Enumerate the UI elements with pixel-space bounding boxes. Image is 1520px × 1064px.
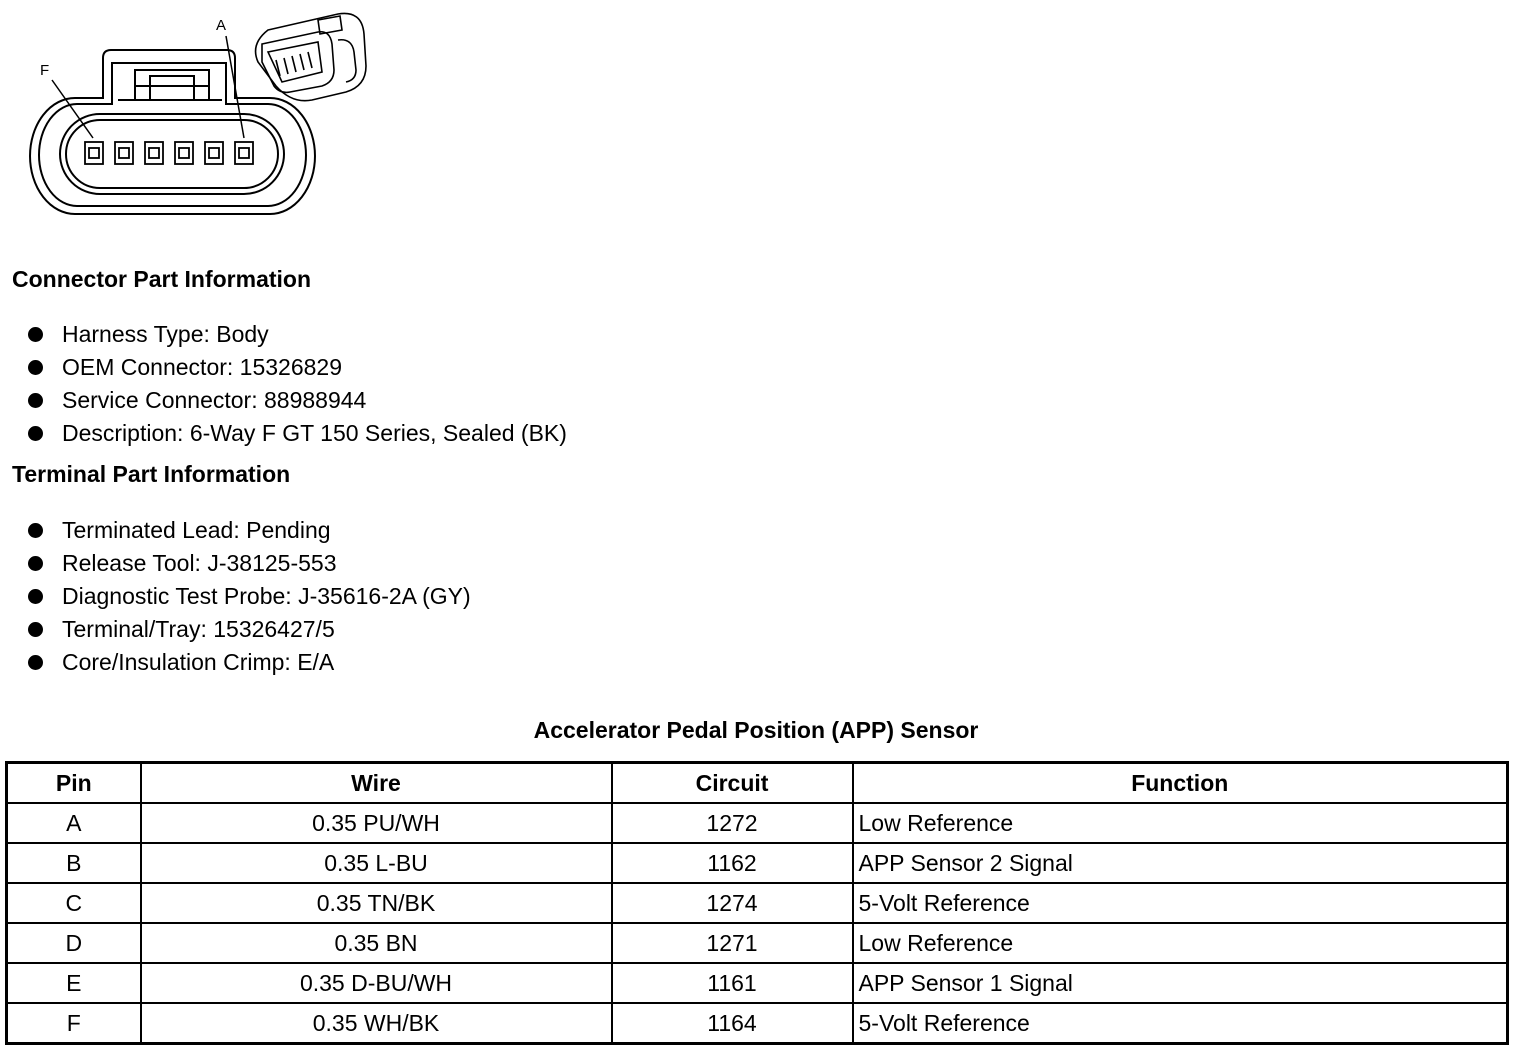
cavity-f — [85, 142, 103, 164]
pin-a-leader-line — [226, 36, 244, 138]
circuit-cell: 1272 — [612, 803, 853, 843]
pin-f-label: F — [40, 62, 50, 79]
list-item: Terminated Lead: Pending — [28, 514, 471, 547]
bullet-icon — [28, 556, 43, 571]
circuit-cell: 1274 — [612, 883, 853, 923]
pin-cell: F — [7, 1003, 141, 1044]
list-item: Service Connector: 88988944 — [28, 384, 567, 417]
table-row — [7, 803, 1508, 843]
terminal-part-info-list — [28, 514, 471, 679]
pin-cell: A — [7, 803, 141, 843]
function-cell: Low Reference — [853, 803, 1508, 843]
table-row — [7, 963, 1508, 1003]
bullet-icon — [28, 589, 43, 604]
table-header-row — [7, 763, 1508, 804]
list-item: OEM Connector: 15326829 — [28, 351, 567, 384]
bullet-icon — [28, 655, 43, 670]
circuit-cell: 1271 — [612, 923, 853, 963]
bullet-icon — [28, 393, 43, 408]
cavity-d — [145, 142, 163, 164]
pin-cell: C — [7, 883, 141, 923]
table-row — [7, 843, 1508, 883]
pin-cell: E — [7, 963, 141, 1003]
pin-cell: D — [7, 923, 141, 963]
pin-a-label: A — [216, 17, 227, 34]
cavity-a — [235, 142, 253, 164]
connector-part-info-list — [28, 318, 567, 450]
table-title: Accelerator Pedal Position (APP) Sensor — [533, 717, 979, 743]
wire-cell: 0.35 PU/WH — [141, 803, 612, 843]
cavity-c — [175, 142, 193, 164]
column-header-circuit: Circuit — [612, 763, 853, 804]
connector-housing-inner-line — [39, 63, 306, 206]
table-row — [7, 1003, 1508, 1044]
wire-cell: 0.35 TN/BK — [141, 883, 612, 923]
list-item: Release Tool: J-38125-553 — [28, 547, 471, 580]
table-row — [7, 883, 1508, 923]
wire-cell: 0.35 D-BU/WH — [141, 963, 612, 1003]
wire-cell: 0.35 BN — [141, 923, 612, 963]
bullet-icon — [28, 523, 43, 538]
circuit-cell: 1162 — [612, 843, 853, 883]
list-item: Diagnostic Test Probe: J-35616-2A (GY) — [28, 580, 471, 613]
bullet-icon — [28, 360, 43, 375]
function-cell: 5-Volt Reference — [853, 1003, 1508, 1044]
function-cell: APP Sensor 2 Signal — [853, 843, 1508, 883]
pinout-table — [5, 761, 1509, 1045]
connector-seal-ring-inner — [66, 120, 278, 188]
cavity-e — [115, 142, 133, 164]
pin-f-leader-line — [52, 80, 93, 138]
function-cell: APP Sensor 1 Signal — [853, 963, 1508, 1003]
circuit-cell: 1164 — [612, 1003, 853, 1044]
connector-face-diagram — [20, 10, 380, 220]
connector-part-info-heading: Connector Part Information — [12, 266, 312, 292]
function-cell: Low Reference — [853, 923, 1508, 963]
bullet-icon — [28, 327, 43, 342]
terminal-part-info-heading: Terminal Part Information — [12, 461, 291, 487]
connector-seal-ring — [60, 114, 284, 194]
connector-latch — [118, 70, 222, 100]
list-item: Core/Insulation Crimp: E/A — [28, 646, 471, 679]
connector-perspective-view — [256, 13, 366, 100]
wire-cell: 0.35 WH/BK — [141, 1003, 612, 1044]
pin-cell: B — [7, 843, 141, 883]
table-row — [7, 923, 1508, 963]
circuit-cell: 1161 — [612, 963, 853, 1003]
column-header-wire: Wire — [141, 763, 612, 804]
terminal-cavities — [85, 142, 253, 164]
bullet-icon — [28, 622, 43, 637]
function-cell: 5-Volt Reference — [853, 883, 1508, 923]
bullet-icon — [28, 426, 43, 441]
wire-cell: 0.35 L-BU — [141, 843, 612, 883]
list-item: Terminal/Tray: 15326427/5 — [28, 613, 471, 646]
list-item: Description: 6-Way F GT 150 Series, Sealed (BK) — [28, 417, 567, 450]
column-header-function: Function — [853, 763, 1508, 804]
cavity-b — [205, 142, 223, 164]
list-item: Harness Type: Body — [28, 318, 567, 351]
column-header-pin: Pin — [7, 763, 141, 804]
